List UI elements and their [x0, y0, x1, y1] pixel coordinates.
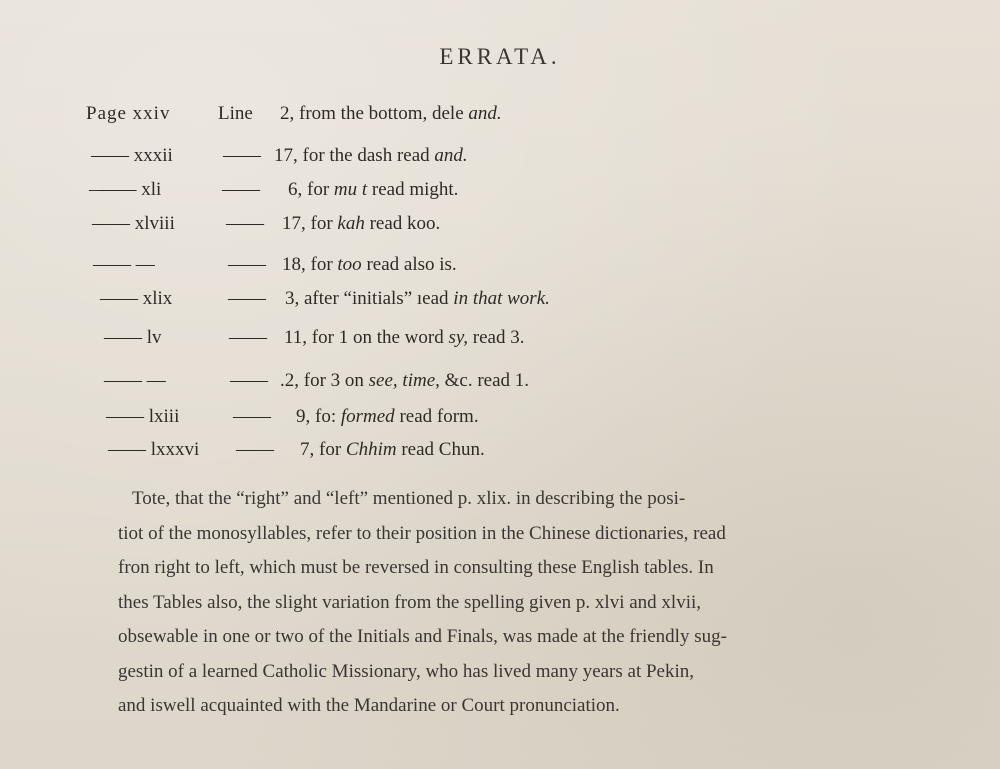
errata-correction: 9, fo: formed read form.	[296, 406, 479, 427]
errata-line-ref: ——	[226, 213, 264, 234]
errata-line-ref: ——	[228, 288, 266, 309]
errata-correction: 11, for 1 on the word sy, read 3.	[284, 327, 525, 348]
note-line: fron right to left, which must be reversed in consulting these English tables. In	[118, 557, 714, 578]
note-line: Tote, that the “right” and “left” mentioned p. xlix. in describing the posi-	[132, 488, 686, 509]
errata-page-ref: –—— xli	[89, 179, 162, 200]
errata-line-ref: ——	[230, 370, 268, 391]
errata-line-ref: Line	[218, 103, 253, 124]
errata-correction: 7, for Chhim read Chun.	[300, 439, 485, 460]
note-line: tiot of the monosyllables, refer to their position in the Chinese dictionaries, read	[118, 522, 726, 544]
note-line: and iswell acquainted with the Mandarine or Court pronunciation.	[118, 695, 620, 716]
errata-line-ref: ——	[236, 439, 274, 460]
page-title: ERRATA.	[439, 44, 561, 69]
errata-page-ref: —— xlviii	[92, 213, 175, 234]
errata-page-ref: Page xxiv	[86, 103, 171, 124]
errata-line-ref: ——	[222, 179, 260, 200]
errata-page-ref: —— lxxxvi	[108, 439, 200, 460]
errata-page-ref: —— —	[104, 370, 166, 391]
errata-line-ref: ——	[223, 145, 261, 166]
errata-page-ref: —— xxxii	[91, 145, 173, 166]
errata-correction: 6, for mu t read might.	[288, 179, 459, 200]
errata-page-ref: —— lxiii	[106, 406, 180, 427]
errata-correction: 17, for the dash read and.	[274, 145, 468, 166]
note-line: gestin of a learned Catholic Missionary, who has lived many years at Pekin,	[118, 660, 695, 682]
note-line: obsewable in one or two of the Initials and Finals, was made at the friendly sug-	[118, 626, 727, 647]
errata-correction: 3, after “initials” ıead in that work.	[285, 288, 550, 309]
errata-page-ref: —— xlix	[100, 288, 173, 309]
note-line: thes Tables also, the slight variation from the spelling given p. xlvi and xlvii,	[118, 591, 702, 613]
errata-line-ref: ——	[233, 406, 271, 427]
errata-page-ref: —— lv	[104, 327, 162, 348]
errata-correction: 18, for too read also is.	[282, 254, 457, 275]
errata-correction: 2, from the bottom, dele and.	[280, 103, 502, 124]
errata-correction: 17, for kah read koo.	[282, 213, 441, 234]
errata-correction: .2, for 3 on see, time, &c. read 1.	[280, 370, 530, 391]
errata-note	[118, 482, 888, 724]
errata-page-ref: —— —	[93, 254, 155, 275]
errata-line-ref: ——	[228, 254, 266, 275]
errata-line-ref: ——	[229, 327, 267, 348]
